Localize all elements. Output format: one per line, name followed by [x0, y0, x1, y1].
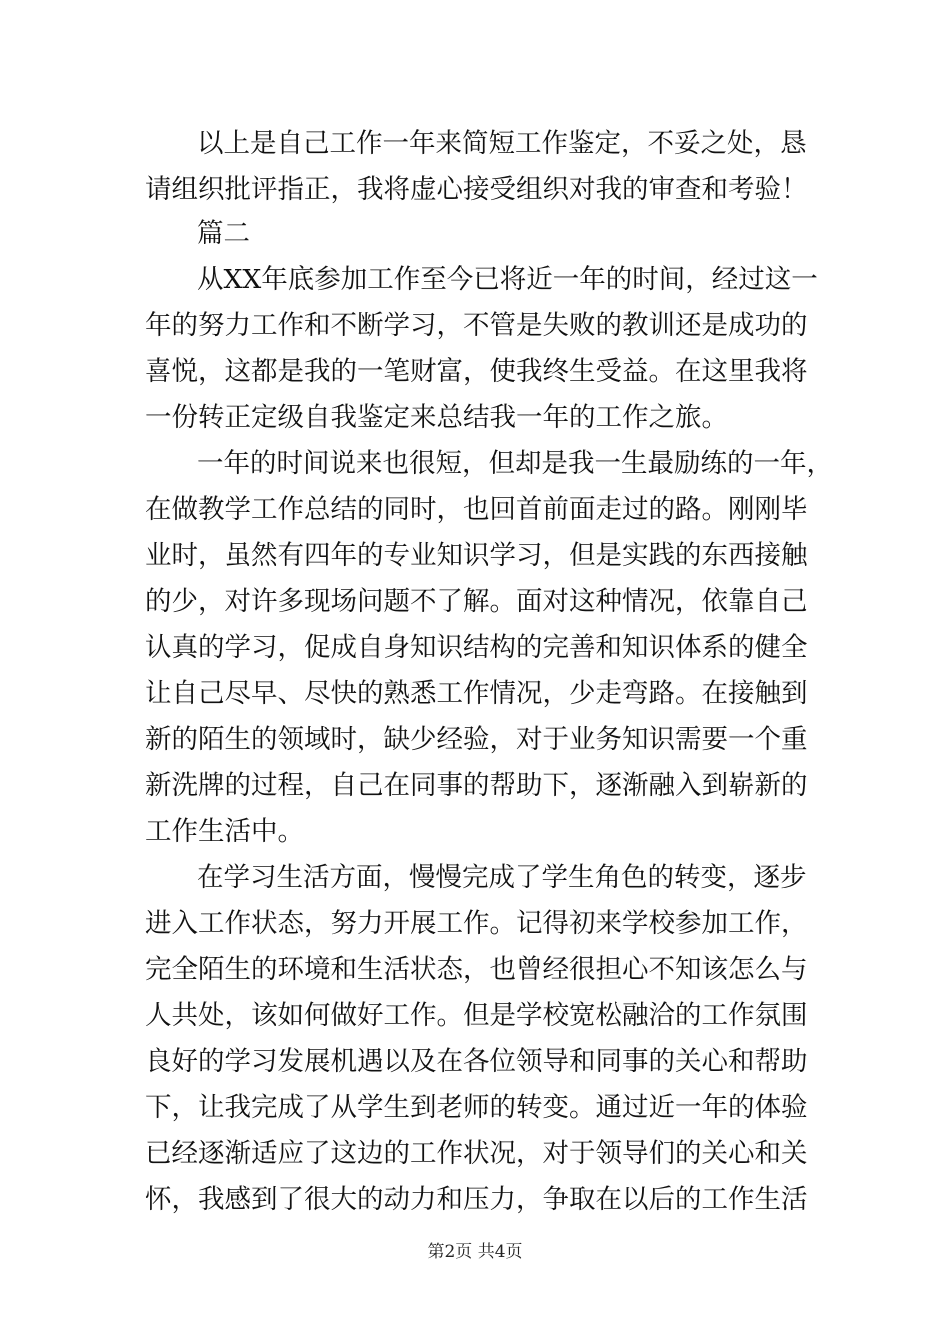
text-line: 以上是自己工作一年来简短工作鉴定，不妥之处，恳: [197, 128, 807, 159]
text-line: 工作生活中。: [145, 816, 304, 847]
text-line: 认真的学习，促成自身知识结构的完善和知识体系的健全: [145, 632, 808, 663]
text-line: 让自己尽早、尽快的熟悉工作情况，少走弯路。在接触到: [145, 678, 808, 709]
text-line: 一份转正定级自我鉴定来总结我一年的工作之旅。: [145, 402, 728, 433]
text-line: 业时，虽然有四年的专业知识学习，但是实践的东西接触: [145, 540, 808, 571]
text-line: 下，让我完成了从学生到老师的转变。通过近一年的体验: [145, 1092, 808, 1123]
text-line: 在做教学工作总结的同时，也回首前面走过的路。刚刚毕: [145, 494, 808, 525]
text-line: 的少，对许多现场问题不了解。面对这种情况，依靠自己: [145, 586, 808, 617]
text-line: 从XX年底参加工作至今已将近一年的时间，经过这一: [197, 264, 818, 295]
text-line: 喜悦，这都是我的一笔财富，使我终生受益。在这里我将: [145, 356, 808, 387]
page-number-footer: 第2页 共4页: [427, 1242, 523, 1262]
text-line: 请组织批评指正，我将虚心接受组织对我的审查和考验！: [145, 174, 808, 205]
text-line: 年的努力工作和不断学习，不管是失败的教训还是成功的: [145, 310, 808, 341]
text-line: 一年的时间说来也很短，但却是我一生最励练的一年，: [197, 448, 833, 479]
text-line: 已经逐渐适应了这边的工作状况，对于领导们的关心和关: [145, 1138, 808, 1169]
text-line: 在学习生活方面，慢慢完成了学生角色的转变，逐步: [197, 862, 807, 893]
text-line: 新的陌生的领域时，缺少经验，对于业务知识需要一个重: [145, 724, 808, 755]
section-heading: 篇二: [197, 218, 250, 249]
text-line: 良好的学习发展机遇以及在各位领导和同事的关心和帮助: [145, 1046, 808, 1077]
text-line: 怀，我感到了很大的动力和压力，争取在以后的工作生活: [145, 1184, 808, 1215]
text-line: 新洗牌的过程，自己在同事的帮助下，逐渐融入到崭新的: [145, 770, 808, 801]
text-line: 人共处，该如何做好工作。但是学校宽松融洽的工作氛围: [145, 1000, 808, 1031]
text-line: 进入工作状态，努力开展工作。记得初来学校参加工作，: [145, 908, 808, 939]
text-line: 完全陌生的环境和生活状态，也曾经很担心不知该怎么与: [145, 954, 808, 985]
